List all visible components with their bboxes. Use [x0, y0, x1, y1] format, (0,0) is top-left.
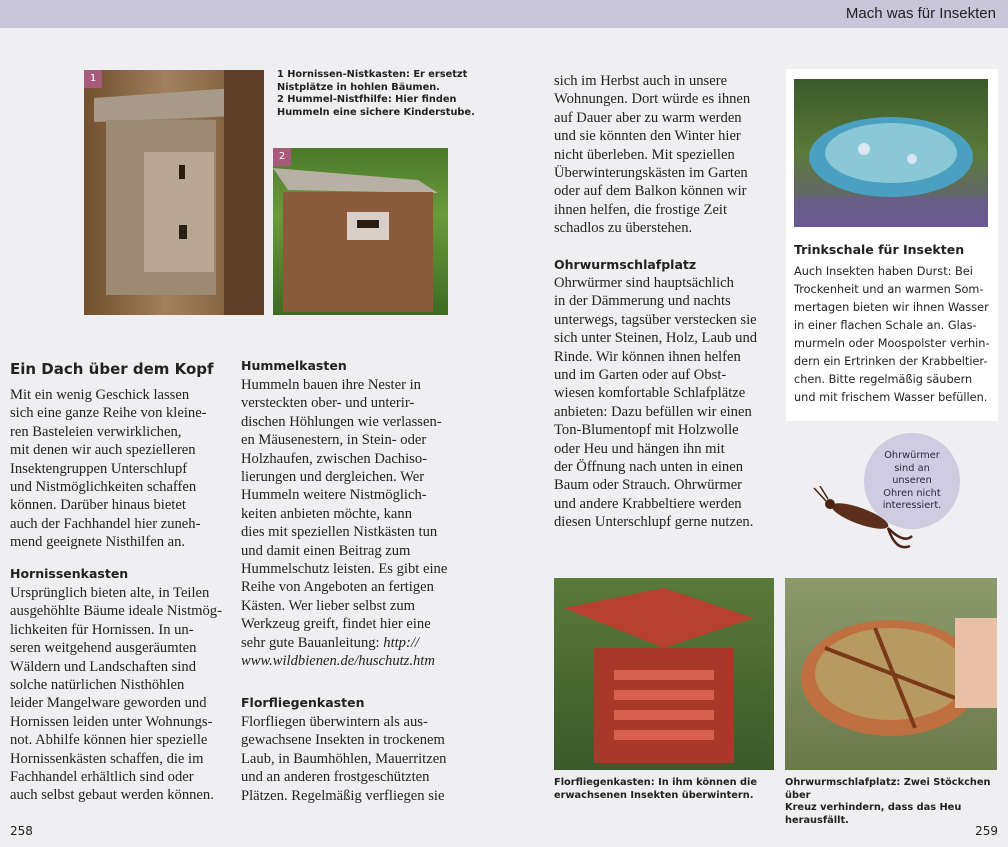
subheading-hummelkasten: Hummelkasten [241, 358, 347, 373]
figure-badge-1: 1 [84, 70, 102, 88]
photo-lacewing-box [554, 578, 774, 770]
photo-hornet-box [84, 70, 264, 315]
section-heading: Ein Dach über dem Kopf [10, 360, 214, 378]
lacewing-box-drawing [554, 578, 774, 770]
hummel-link[interactable]: http:// www.wildbienen.de/huschutz.htm [241, 634, 435, 670]
chapter-title: Mach was für Insekten [845, 5, 996, 22]
info-bubble-text: Ohrwürmer sind an unseren Ohren nicht interessiert. [882, 450, 942, 511]
photo-water-bowl [794, 79, 988, 227]
ohrwurm-paragraph: Ohrwürmer sind hauptsächlich in der Dämmerung und nachts unterwegs, tagsüber verstecken sie sich unter Steinen, Holz, Laub und Rinde. Wir können ihnen helfen und im Garten oder auf Obst- wiesen komfortable Schlafplätze anbieten: Dazu befüllen wir einen Ton-Blumentopf mit Holzwolle oder Heu und hängen ihn mit der Öffnung nach unten in einen Baum oder Strauch. Ohrwürmer und andere Krabbeltiere werden diesen Unterschlupf gerne nutzen. [554, 275, 758, 531]
florfliegen-continued: sich im Herbst auch in unsere Wohnungen. Dort würde es ihnen auf Dauer aber zu warm werden und sie könnten den Winter hier nicht überleben. Mit speziellen Überwinterungskästen im Garten oder auf dem Balkon können wir ihnen helfen, die frostige Zeit schadlos zu überstehen. [554, 73, 751, 237]
subheading-florfliegenkasten: Florfliegenkasten [241, 695, 365, 710]
top-figure-caption: 1 Hornissen-Nistkasten: Er ersetzt Nistplätze in hohlen Bäumen. 2 Hummel-Nistfhilfe: Hier finden Hummeln eine sichere Kinderstube. [277, 69, 475, 118]
page-number-right: 259 [975, 824, 998, 838]
page-number-left: 258 [10, 824, 33, 838]
hummel-text: Hummeln bauen ihre Nester in versteckten ober- und unterir- dischen Höhlungen wie verlassen- en Mäusenestern, in Stein- oder Holzhaufen, zwischen Dachiso- lierungen und dergleichen. Wer Hummeln weitere Nistmöglich- keiten anbieten möchte, kann dies mit speziellen Nistkästen tun und damit einen Beitrag zum Hummelschutz leisten. Es gibt eine Reihe von Angeboten an fertigen Kästen. Wer lieber selbst zum Werkzeug greift, findet hier eine sehr gute Bauanleitung: [241, 377, 448, 651]
photo-bumblebee-box [273, 148, 448, 315]
hornissen-paragraph: Ursprünglich bieten alte, in Teilen ausgehöhlte Bäume ideale Nistmög- lichkeiten für Hornissen. In un- seren weitgehend ausgeräumten Wäldern und Landschaften sind solche natürlichen Nisthöhlen leider Mangelware geworden und Hornissen leiden unter Wohnungs- not. Abhilfe können hier spezielle Hornissenkästen schaffen, die im Fachhandel erhältlich sind oder auch selbst gebaut werden können. [10, 585, 222, 804]
tip-box [786, 69, 998, 421]
hornet-box-drawing [84, 70, 264, 315]
subheading-hornissenkasten: Hornissenkasten [10, 566, 129, 581]
earwig-pot-drawing [785, 578, 997, 770]
hummel-paragraph [241, 376, 461, 671]
water-bowl-drawing [794, 79, 988, 227]
photo-earwig-pot [785, 578, 997, 770]
bumblebee-box-drawing [273, 148, 448, 315]
figure-badge-2: 2 [273, 148, 291, 166]
tip-text: Auch Insekten haben Durst: Bei Trockenheit und an warmen Som- mertagen bieten wir ihnen Wasser in einer flachen Schale an. Glas- murmeln oder Moospolster verhin- dern ein Ertrinken der Krabbeltier- chen. Bitte regelmäßig säubern und mit frischem Wasser befüllen. [794, 265, 990, 404]
lacewing-caption: Florfliegenkasten: In ihm können die erwachsenen Insekten überwintern. [554, 777, 758, 801]
intro-paragraph: Mit ein wenig Geschick lassen sich eine ganze Reihe von kleine- ren Basteleien verwirklichen, mit denen wir auch spezielleren Insektengruppen Unterschlupf und Nistmöglichkeiten schaffen können. Darüber hinaus bietet auch der Fachhandel hier zuneh- mend geeignete Nisthilfen an. [10, 387, 207, 551]
subheading-ohrwurmschlafplatz: Ohrwurmschlafplatz [554, 257, 697, 272]
tip-heading: Trinkschale für Insekten [794, 242, 965, 257]
earwig-icon [812, 486, 917, 556]
florfliegen-paragraph: Florfliegen überwintern als aus- gewachsene Insekten in trockenem Laub, in Baumhöhlen, Mauerritzen und an anderen frostgeschützten Plätzen. Regelmäßig verfliegen sie [241, 714, 447, 804]
earwig-pot-caption: Ohrwurmschlafplatz: Zwei Stöckchen über Kreuz verhindern, dass das Heu herausfällt. [785, 777, 991, 826]
